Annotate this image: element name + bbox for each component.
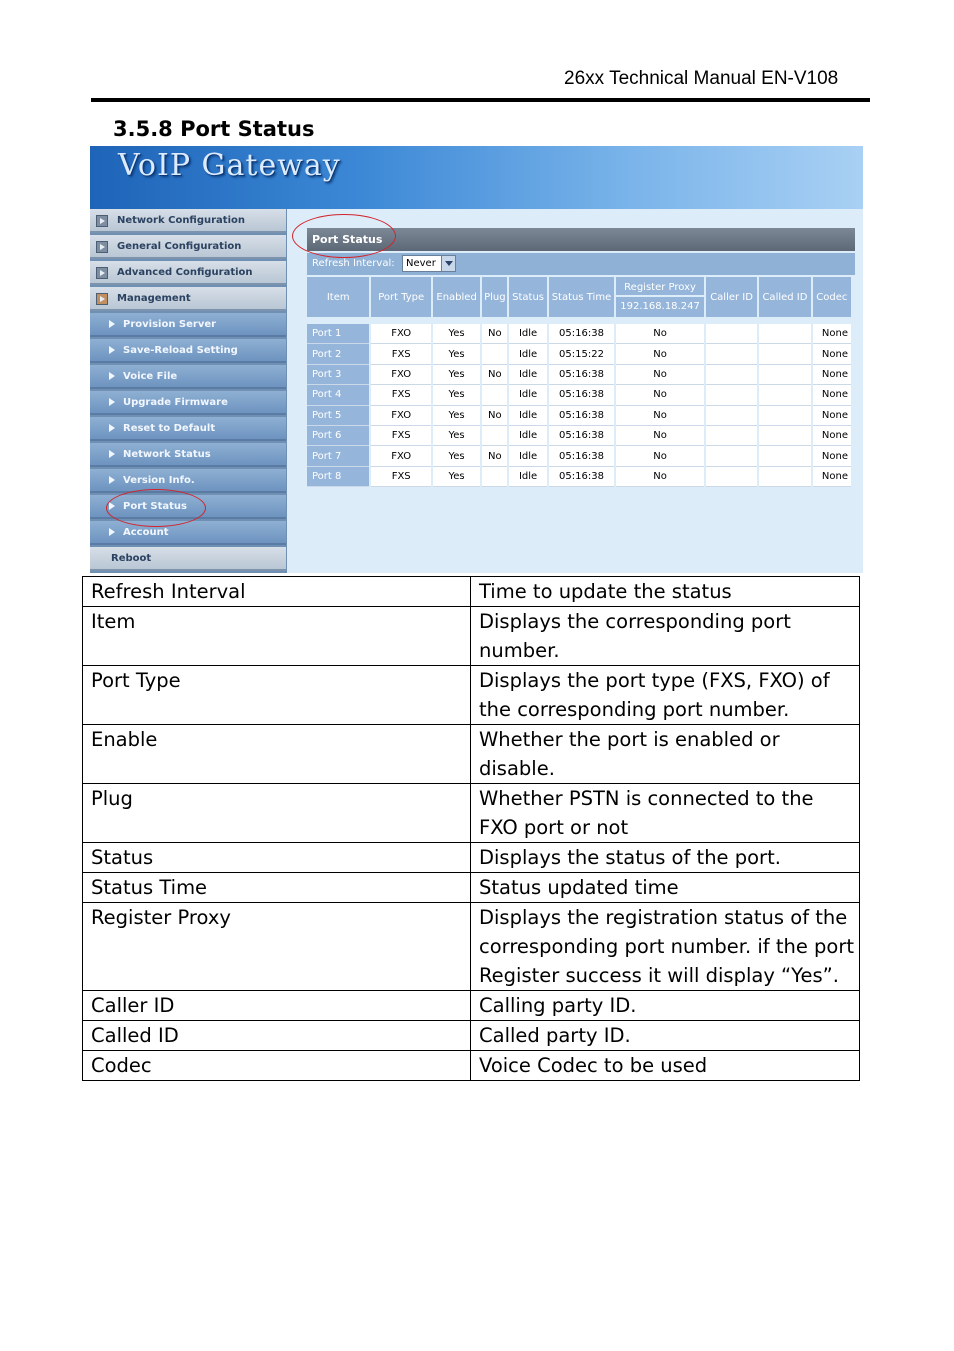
cell-caller-id: [706, 467, 757, 487]
table-row: [83, 903, 860, 991]
cell-called-id: [759, 467, 810, 487]
table-row: [83, 1021, 860, 1051]
cell-plug: [482, 344, 507, 364]
cell-item: Port 7: [307, 446, 369, 466]
field-name: Called ID: [83, 1021, 471, 1051]
col-enabled: Enabled: [433, 277, 480, 317]
field-description-table: [82, 576, 860, 1081]
cell-enabled: Yes: [433, 385, 480, 405]
cell-enabled: Yes: [433, 365, 480, 385]
nav-label: Voice File: [123, 371, 178, 382]
cell-enabled: Yes: [433, 406, 480, 426]
field-description: Displays the registration status of the corresponding port number. if the port Register success it will display “Yes”.: [471, 903, 860, 991]
cell-register-proxy: No: [616, 324, 704, 344]
field-description: Calling party ID.: [471, 991, 860, 1021]
table-row: [83, 577, 860, 607]
nav-reset-to-default[interactable]: [90, 417, 286, 441]
table-row: [83, 1051, 860, 1081]
col-item: Item: [307, 277, 369, 317]
cell-item: Port 4: [307, 385, 369, 405]
cell-caller-id: [706, 344, 757, 364]
table-row: [307, 344, 851, 364]
table-row: [83, 991, 860, 1021]
field-name: Codec: [83, 1051, 471, 1081]
field-description: Displays the corresponding port number.: [471, 607, 860, 666]
nav-label: Port Status: [123, 501, 187, 512]
banner-title: VoIP Gateway: [118, 148, 341, 183]
cell-status-time: 05:16:38: [549, 426, 614, 446]
nav-label: Reboot: [111, 553, 152, 564]
col-called-id: Called ID: [759, 277, 810, 317]
nav-label: Provision Server: [123, 319, 217, 330]
col-status: Status: [509, 277, 546, 317]
cell-enabled: Yes: [433, 426, 480, 446]
cell-called-id: [759, 385, 810, 405]
table-row: [83, 666, 860, 725]
col-port-type: Port Type: [371, 277, 430, 317]
nav-provision-server[interactable]: [90, 313, 286, 337]
field-name: Port Type: [83, 666, 471, 725]
field-name: Enable: [83, 725, 471, 784]
table-row: [307, 385, 851, 405]
expand-icon: [96, 215, 108, 227]
cell-status-time: 05:16:38: [549, 446, 614, 466]
triangle-right-icon: [109, 476, 115, 484]
nav-voice-file[interactable]: [90, 365, 286, 389]
cell-codec: None: [813, 385, 851, 405]
field-description: Displays the port type (FXS, FXO) of the corresponding port number.: [471, 666, 860, 725]
cell-status-time: 05:16:38: [549, 324, 614, 344]
expanded-icon: [96, 293, 108, 305]
nav-network-configuration[interactable]: [90, 209, 286, 233]
cell-plug: No: [482, 446, 507, 466]
col-register-proxy: [616, 277, 704, 317]
field-name: Caller ID: [83, 991, 471, 1021]
nav-reboot[interactable]: [90, 547, 286, 571]
cell-plug: No: [482, 406, 507, 426]
cell-item: Port 1: [307, 324, 369, 344]
cell-status: Idle: [509, 344, 546, 364]
cell-status-time: 05:16:38: [549, 467, 614, 487]
col-status-time: Status Time: [549, 277, 614, 317]
field-description: Called party ID.: [471, 1021, 860, 1051]
cell-codec: None: [813, 344, 851, 364]
cell-codec: None: [813, 324, 851, 344]
nav-upgrade-firmware[interactable]: [90, 391, 286, 415]
banner: [90, 146, 863, 209]
cell-enabled: Yes: [433, 467, 480, 487]
cell-register-proxy: No: [616, 446, 704, 466]
cell-plug: [482, 426, 507, 446]
cell-status: Idle: [509, 406, 546, 426]
nav-label: Reset to Default: [123, 423, 216, 434]
cell-codec: None: [813, 426, 851, 446]
table-row: [83, 873, 860, 903]
triangle-right-icon: [109, 320, 115, 328]
cell-enabled: Yes: [433, 446, 480, 466]
col-caller-id: Caller ID: [706, 277, 757, 317]
cell-status-time: 05:16:38: [549, 385, 614, 405]
chevron-down-icon[interactable]: [441, 256, 455, 271]
cell-called-id: [759, 446, 810, 466]
cell-port-type: FXO: [371, 324, 430, 344]
cell-status: Idle: [509, 385, 546, 405]
table-header-row: [307, 277, 851, 317]
field-name: Status: [83, 843, 471, 873]
table-row: [83, 607, 860, 666]
field-description: Status updated time: [471, 873, 860, 903]
cell-plug: [482, 385, 507, 405]
refresh-interval-select[interactable]: [402, 255, 456, 272]
port-status-table: [305, 277, 853, 487]
cell-port-type: FXS: [371, 467, 430, 487]
triangle-right-icon: [109, 372, 115, 380]
cell-called-id: [759, 324, 810, 344]
nav-general-configuration[interactable]: [90, 235, 286, 259]
table-row: [307, 467, 851, 487]
cell-caller-id: [706, 385, 757, 405]
nav-label: Account: [123, 527, 169, 538]
field-name: Status Time: [83, 873, 471, 903]
field-description: Whether PSTN is connected to the FXO port or not: [471, 784, 860, 843]
section-title: 3.5.8 Port Status: [113, 117, 315, 141]
header-rule: [91, 98, 870, 102]
cell-caller-id: [706, 426, 757, 446]
cell-register-proxy: No: [616, 344, 704, 364]
cell-codec: None: [813, 406, 851, 426]
cell-codec: None: [813, 446, 851, 466]
triangle-right-icon: [109, 450, 115, 458]
voip-gateway-screenshot: [90, 146, 863, 573]
table-row: [83, 784, 860, 843]
cell-register-proxy: No: [616, 406, 704, 426]
field-description: Displays the status of the port.: [471, 843, 860, 873]
col-plug: Plug: [482, 277, 507, 317]
nav-label: Advanced Configuration: [117, 267, 253, 278]
cell-port-type: FXS: [371, 426, 430, 446]
register-proxy-label: Register Proxy: [616, 278, 704, 297]
cell-item: Port 6: [307, 426, 369, 446]
triangle-right-icon: [109, 398, 115, 406]
field-description: Voice Codec to be used: [471, 1051, 860, 1081]
refresh-interval-value: Never: [406, 258, 436, 269]
triangle-right-icon: [109, 346, 115, 354]
nav-label: General Configuration: [117, 241, 242, 252]
nav-label: Version Info.: [123, 475, 195, 486]
refresh-bar: [307, 253, 855, 275]
nav-save-reload-setting[interactable]: [90, 339, 286, 363]
highlight-circle-panel-title: [292, 214, 396, 258]
field-name: Register Proxy: [83, 903, 471, 991]
cell-port-type: FXS: [371, 385, 430, 405]
cell-called-id: [759, 365, 810, 385]
table-row: [307, 324, 851, 344]
table-row: [307, 426, 851, 446]
document-header: 26xx Technical Manual EN-V108: [564, 68, 839, 89]
nav-label: Save-Reload Setting: [123, 345, 238, 356]
register-proxy-ip: 192.168.18.247: [620, 301, 700, 312]
expand-icon: [96, 267, 108, 279]
cell-plug: No: [482, 365, 507, 385]
cell-register-proxy: No: [616, 467, 704, 487]
field-description: Time to update the status: [471, 577, 860, 607]
nav-label: Network Configuration: [117, 215, 245, 226]
cell-plug: No: [482, 324, 507, 344]
cell-port-type: FXS: [371, 344, 430, 364]
nav-network-status[interactable]: [90, 443, 286, 467]
cell-port-type: FXO: [371, 446, 430, 466]
triangle-right-icon: [109, 528, 115, 536]
nav-label: Upgrade Firmware: [123, 397, 228, 408]
table-row: [307, 406, 851, 426]
cell-item: Port 2: [307, 344, 369, 364]
panel-title: Port Status: [307, 228, 855, 251]
cell-plug: [482, 467, 507, 487]
cell-status: Idle: [509, 324, 546, 344]
nav-account[interactable]: [90, 521, 286, 545]
cell-port-type: FXO: [371, 365, 430, 385]
col-codec: Codec: [813, 277, 851, 317]
table-row: [83, 843, 860, 873]
field-name: Refresh Interval: [83, 577, 471, 607]
cell-register-proxy: No: [616, 426, 704, 446]
table-row: [307, 446, 851, 466]
field-description: Whether the port is enabled or disable.: [471, 725, 860, 784]
cell-called-id: [759, 344, 810, 364]
cell-status-time: 05:16:38: [549, 406, 614, 426]
table-row: [83, 725, 860, 784]
cell-caller-id: [706, 406, 757, 426]
cell-register-proxy: No: [616, 365, 704, 385]
cell-status-time: 05:15:22: [549, 344, 614, 364]
cell-item: Port 5: [307, 406, 369, 426]
cell-status: Idle: [509, 365, 546, 385]
field-name: Plug: [83, 784, 471, 843]
refresh-interval-label: Refresh Interval:: [312, 258, 395, 269]
field-name: Item: [83, 607, 471, 666]
nav-management[interactable]: [90, 287, 286, 311]
cell-called-id: [759, 406, 810, 426]
cell-port-type: FXO: [371, 406, 430, 426]
nav-version-info[interactable]: [90, 469, 286, 493]
cell-codec: None: [813, 365, 851, 385]
cell-called-id: [759, 426, 810, 446]
cell-caller-id: [706, 324, 757, 344]
table-row: [307, 365, 851, 385]
cell-status-time: 05:16:38: [549, 365, 614, 385]
triangle-right-icon: [109, 424, 115, 432]
cell-enabled: Yes: [433, 344, 480, 364]
highlight-circle-nav-port-status: [106, 489, 206, 527]
cell-codec: None: [813, 467, 851, 487]
cell-item: Port 8: [307, 467, 369, 487]
cell-enabled: Yes: [433, 324, 480, 344]
cell-item: Port 3: [307, 365, 369, 385]
nav-advanced-configuration[interactable]: [90, 261, 286, 285]
nav-label: Network Status: [123, 449, 211, 460]
cell-register-proxy: No: [616, 385, 704, 405]
cell-status: Idle: [509, 426, 546, 446]
nav-label: Management: [117, 293, 191, 304]
cell-status: Idle: [509, 446, 546, 466]
cell-caller-id: [706, 446, 757, 466]
cell-caller-id: [706, 365, 757, 385]
cell-status: Idle: [509, 467, 546, 487]
main-content: [287, 209, 863, 573]
expand-icon: [96, 241, 108, 253]
